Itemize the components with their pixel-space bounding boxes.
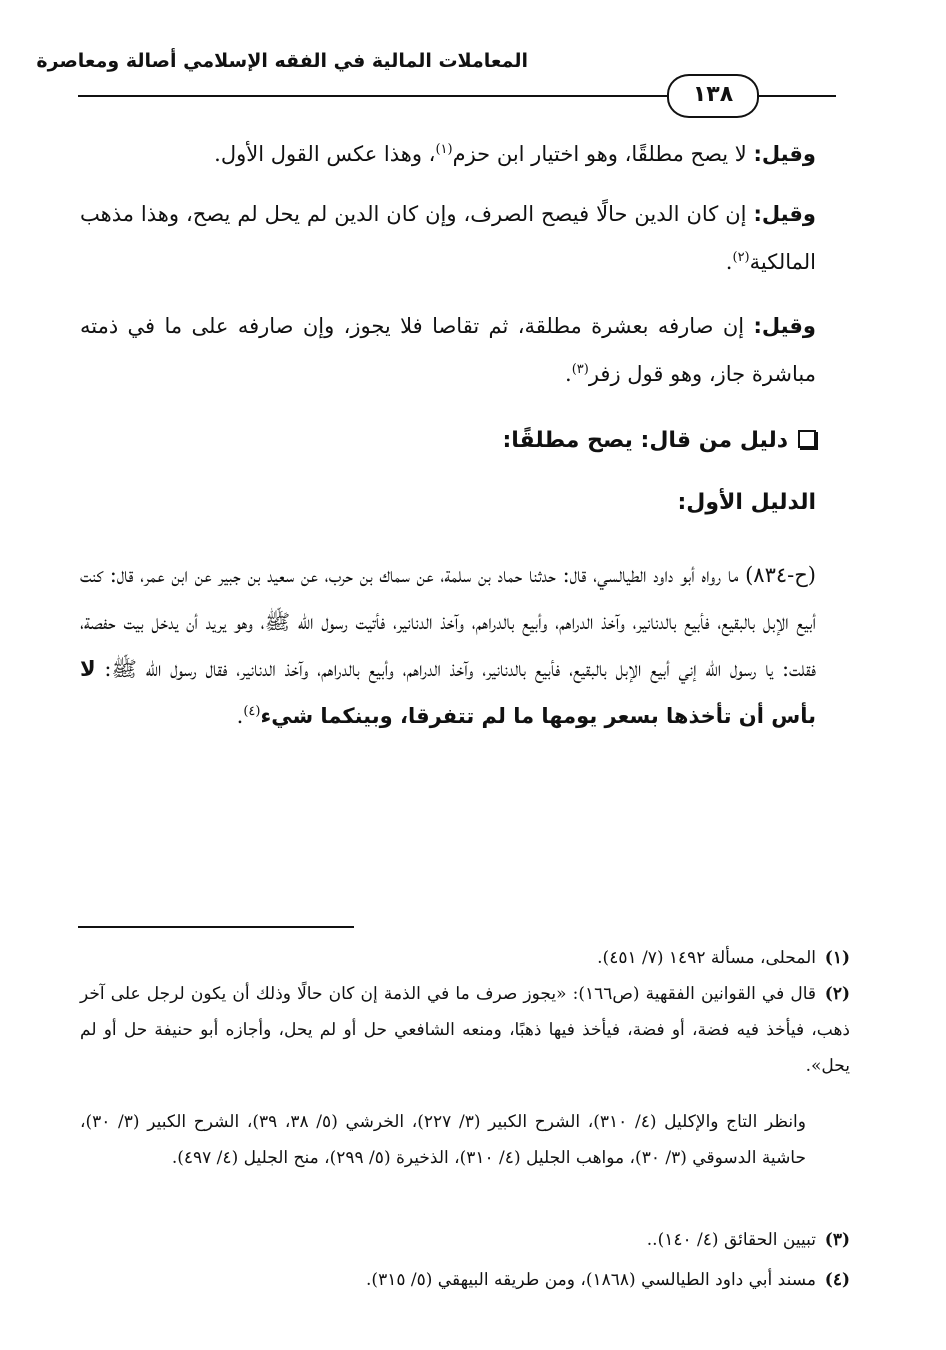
paragraph-4 — [80, 552, 816, 740]
footnote-ref: (٢) — [732, 250, 750, 265]
footnote-text: قال في القوانين الفقهية (ص١٦٦): «يجوز صرف ما في الذمة إن كان حالًا وذلك أن يكون لرجل على آخر ذهب، فيأخذ فيه فضة، أو فضة، فيأخذ فيها ذهبًا، ومنعه الشافعي حل أو لم يحل، وأجازه أبو حنيفة حل أو لم يحل». — [80, 984, 850, 1076]
footnote-text: المحلى، مسألة ١٤٩٢ (٧/ ٤٥١). — [597, 948, 816, 968]
page-number: ١٣٨ — [667, 74, 759, 118]
paragraph-tail: . — [565, 362, 572, 386]
paragraph-text: (ح-٨٣٤) ما رواه أبو داود الطيالسي، قال: حدثنا حماد بن سلمة، عن سماك بن حرب، عن سعيد بن جبير عن ابن عمر، قال: كنت أبيع الإبل بالبقيع، فأبيع بالدنانير، وآخذ الدراهم، وأبيع بالدراهم، وآخذ الدنانير، فأتيت رسول الله ﷺ، وهو يريد أن يدخل بيت حفصة، فقلت: يا رسول الله إني أبيع الإبل بالبقيع، فأبيع بالدنانير، وآخذ الدراهم، وأبيع بالدراهم، وآخذ الدنانير، فقال رسول الله ﷺ: — [79, 563, 816, 681]
footnote-ref: (٤) — [243, 704, 261, 719]
section-heading — [503, 428, 817, 453]
subsection-heading: الدليل الأول: — [677, 490, 816, 515]
paragraph-2 — [80, 190, 816, 286]
footnote-1 — [80, 940, 850, 976]
footnote-number: (٣) — [824, 1230, 850, 1250]
running-title: المعاملات المالية في الفقه الإسلامي أصالة ومعاصرة — [36, 50, 528, 72]
footnote-separator — [78, 926, 354, 928]
paragraph-text: إن كان الدين حالًا فيصح الصرف، وإن كان الدين لم يحل لم يصح، وهذا مذهب المالكية — [80, 202, 816, 274]
footnote-2 — [80, 976, 850, 1084]
checkbox-square-icon — [798, 430, 816, 448]
footnote-2-continued: وانظر التاج والإكليل (٤/ ٣١٠)، الشرح الكبير (٣/ ٢٢٧)، الخرشي (٥/ ٣٨، ٣٩)، الشرح الكبير (٣/ ٣٠)، حاشية الدسوقي (٣/ ٣٠)، مواهب الجليل (٤/ ٣١٠)، الذخيرة (٥/ ٢٩٩)، منح الجليل (٤/ ٤٩٧). — [80, 1112, 806, 1168]
paragraph-text: إن صارفه بعشرة مطلقة، ثم تقاصا فلا يجوز، وإن صارفه على ما في ذمته مباشرة جاز، وهو قول زفر — [80, 314, 816, 386]
footnote-ref: (١) — [435, 142, 453, 157]
footnote-4 — [80, 1262, 850, 1298]
paragraph-lead: وقيل: — [753, 202, 816, 226]
paragraph-lead: وقيل: — [753, 314, 816, 338]
footnote-number: (١) — [824, 948, 850, 968]
footnote-3 — [80, 1222, 850, 1258]
paragraph-3 — [80, 302, 816, 398]
footnote-text: تبيين الحقائق (٤/ ١٤٠).. — [646, 1230, 816, 1250]
footnote-text: مسند أبي داود الطيالسي (١٨٦٨)، ومن طريقه البيهقي (٥/ ٣١٥). — [366, 1270, 816, 1290]
paragraph-tail: . — [725, 250, 733, 274]
paragraph-lead: وقيل: — [753, 142, 816, 166]
paragraph-tail: . — [236, 704, 244, 728]
footnote-number: (٤) — [824, 1270, 850, 1290]
footnote-ref: (٣) — [571, 362, 589, 377]
section-heading-text: دليل من قال: يصح مطلقًا: — [502, 428, 788, 453]
footnote-number: (٢) — [824, 984, 850, 1004]
hadith-quote: لا بأس أن تأخذها بسعر يومها ما لم تتفرقا، وبينكما شيء — [80, 657, 816, 728]
paragraph-text: لا يصح مطلقًا، وهو اختيار ابن حزم — [452, 142, 754, 166]
paragraph-1 — [80, 130, 816, 178]
paragraph-tail: ، وهذا عكس القول الأول. — [214, 142, 436, 166]
